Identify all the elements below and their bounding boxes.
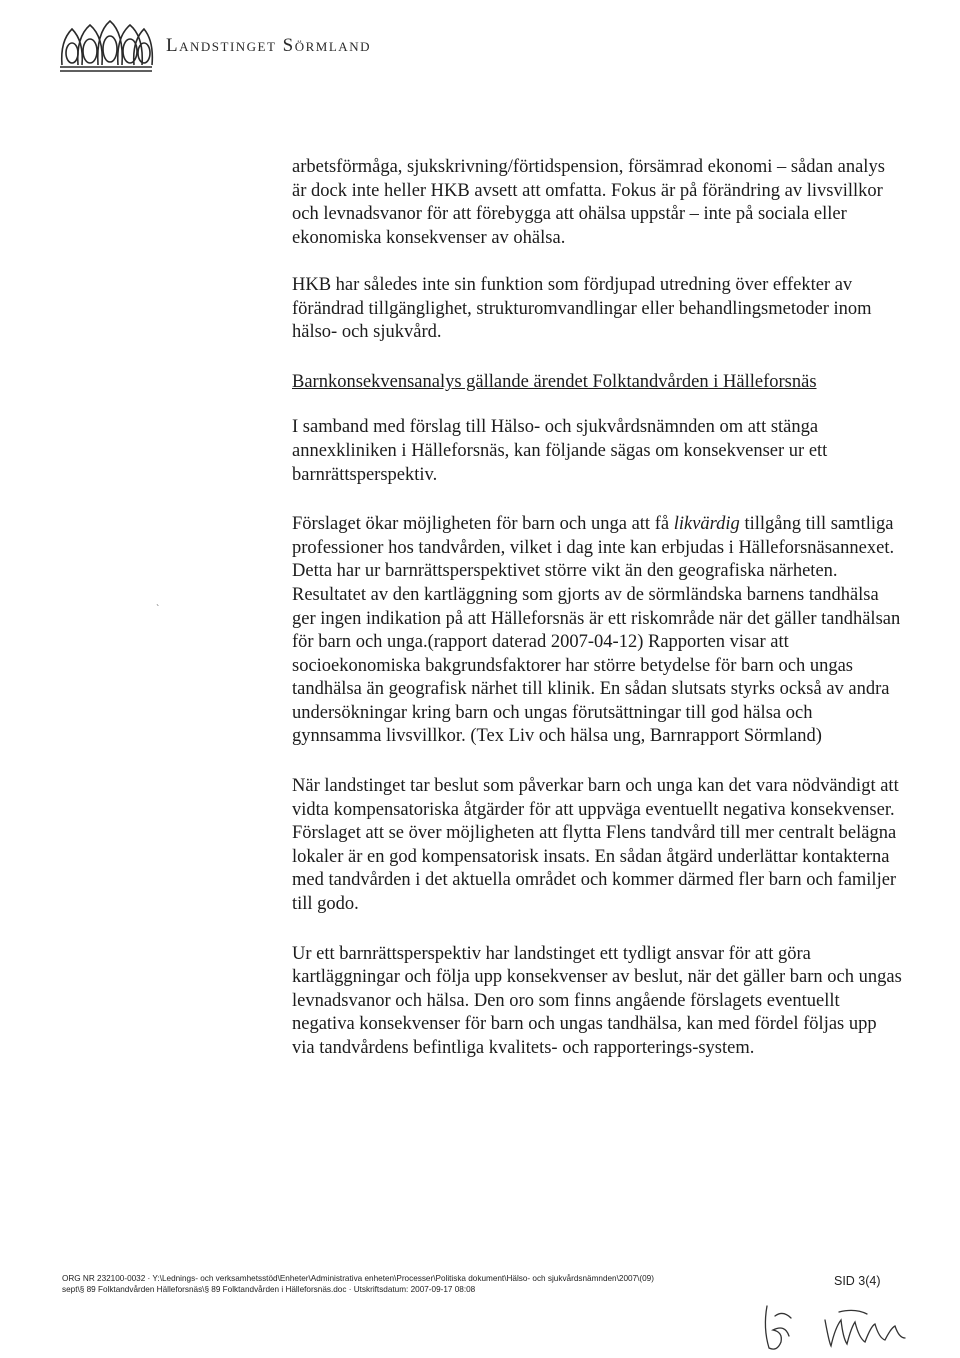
page-number: SID 3(4) <box>834 1274 881 1288</box>
scan-artifact: ˋ <box>156 604 160 615</box>
paragraph-4 <box>292 513 902 749</box>
paragraph-5: När landstinget tar beslut som påverkar barn och unga kan det vara nödvändigt att vidta kompensatoriska åtgärder för att uppväga eventuellt negativa konsekvenser. Förslaget att se över möjligheten att flytta Flens tandvård till mer centralt belägna lokaler är en god kompensatorisk insats. En sådan åtgärd underlättar kontakterna med tandvården i det aktuella området och kommer därmed fler barn och familjer till godo. <box>292 776 899 915</box>
paragraph-3: I samband med förslag till Hälso- och sjukvårdsnämnden om att stänga annexkliniken i Hälleforsnäs, kan följande sägas om konsekvenser ur ett barnrättsperspektiv. <box>292 417 828 485</box>
paragraph-1: arbetsförmåga, sjukskrivning/förtidspension, försämrad ekonomi – sådan analys är dock inte heller HKB avsett att omfatta. Fokus är på förändring av livsvillkor och levnadsvanor för att förebygga att ohälsa uppstår – inte på sociala eller ekonomiska konsekvenser av ohälsa. <box>292 157 885 248</box>
handwritten-initials-icon <box>755 1298 935 1354</box>
paragraph-6: Ur ett barnrättsperspektiv har landstinget ett tydligt ansvar för att göra kartläggningar och följa upp konsekvenser av beslut, när det gäller barn och ungas levnadsvanor och hälsa. Den oro som finns angående förslagets eventuellt negativa konsekvenser för barn och ungas tandhälsa, kan med fördel följas upp via tandvårdens befintliga kvalitets- och rapporterings-system. <box>292 943 902 1058</box>
section-heading: Barnkonsekvensanalys gällande ärendet Folktandvården i Hälleforsnäs <box>292 371 817 392</box>
footer-line-1: ORG NR 232100-0032 · Y:\Lednings- och verksamhetsstöd\Enheter\Administrativa enheten\Processer\Politiska dokument\Hälso- och sjukvårdsnämnden\2007\(09) <box>62 1274 654 1283</box>
footer-line-2: sept\§ 89 Folktandvården Hälleforsnäs\§ 89 Folktandvården i Hälleforsnäs.doc · Utskriftsdatum: 2007-09-17 08:08 <box>62 1284 476 1294</box>
document-body <box>292 156 902 1084</box>
crown-logo-icon <box>58 19 154 73</box>
organization-name: Landstinget Sörmland <box>166 35 371 56</box>
document-footer <box>62 1274 822 1295</box>
letterhead <box>58 18 371 74</box>
paragraph-2: HKB har således inte sin funktion som fördjupad utredning över effekter av förändrad tillgänglighet, strukturomvandlingar eller behandlingsmetoder inom hälso- och sjukvård. <box>292 274 872 343</box>
emphasis-likvardig: likvärdig <box>673 514 740 535</box>
paragraph-4-start: Förslaget ökar möjligheten för barn och unga att få <box>292 514 674 535</box>
paragraph-4-rest: tillgång till samtliga professioner hos tandvården, vilket i dag inte kan erbjudas i Hälleforsnäsannexet. Detta har ur barnrättsperspektivet större vikt än den geografiska närheten. Resultatet av den kartläggning som gjorts av de sörmländska barnens tandhälsa ger ingen indikation på att Hälleforsnäs är ett riskområde när det gäller tandhälsan för barn och unga.(rapport daterad 2007-04-12) Rapporten visar att socioekonomiska bakgrundsfaktorer har större betydelse för barn och ungas tandhälsa än geografisk närhet till klinik. En sådan slutsats styrks också av andra undersökningar kring barn och ungas förutsättningar till god hälsa och gynnsamma livsvillkor. (Tex Liv och hälsa ung, Barnrapport Sörmland) <box>292 514 901 747</box>
